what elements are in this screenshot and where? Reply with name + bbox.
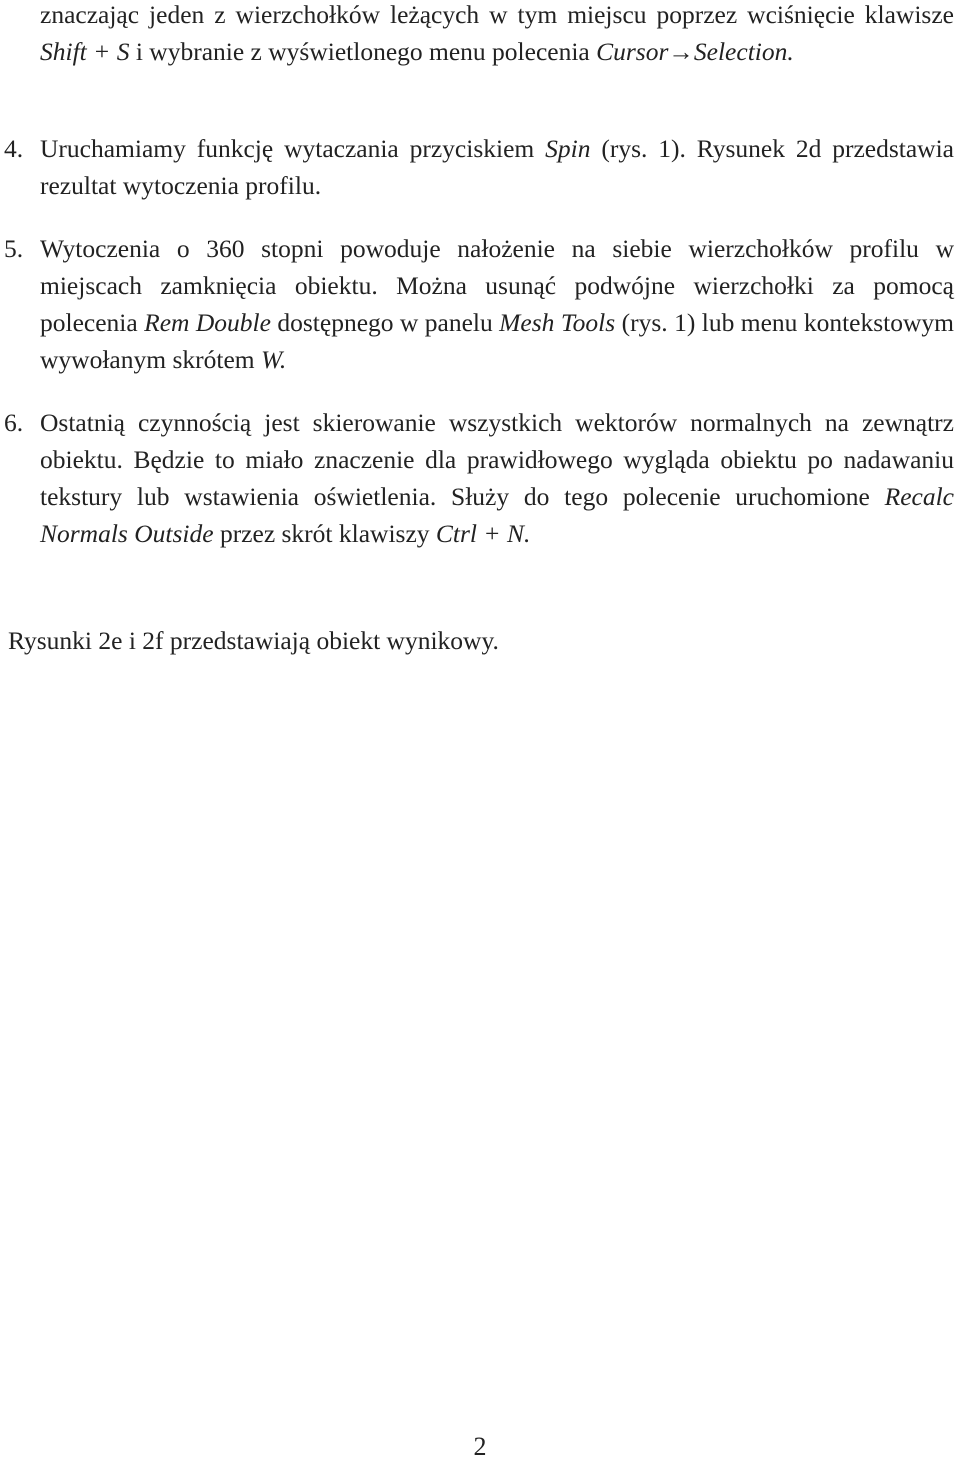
item-4-text-2: (rys. 1). Rysunek 2d przedstawia rezultat wytoczenia profilu.	[40, 134, 954, 200]
item-5-text-3: (rys. 1) lub menu kontekstowym wywołanym skrótem	[40, 308, 954, 374]
item-6-paragraph	[40, 404, 954, 552]
panel-mesh-tools: Mesh Tools	[499, 308, 616, 337]
item-number-4: 4.	[4, 134, 24, 163]
command-cursor-selection: Cursor→Selection.	[596, 37, 794, 66]
page-number: 2	[473, 1432, 487, 1461]
item-5-text-1: Wytoczenia o 360 stopni powoduje nałożenie na siebie wierzchołków profilu w miejscach zamknięcia obiektu. Można usunąć podwójne wierzchołki za pomocą polecenia	[40, 234, 954, 337]
item-4-paragraph	[40, 130, 954, 204]
shortcut-ctrl-n: Ctrl + N.	[435, 519, 531, 548]
item-5-paragraph	[40, 230, 954, 378]
continuation-paragraph	[40, 0, 954, 70]
item-6-text-2: przez skrót klawiszy	[213, 519, 436, 548]
shortcut-w: W.	[260, 345, 287, 374]
command-recalc-normals-outside: Recalc Normals Outside	[40, 482, 954, 548]
command-rem-double: Rem Double	[144, 308, 271, 337]
command-spin: Spin	[545, 134, 591, 163]
item-number-5: 5.	[4, 234, 24, 263]
item-number-6: 6.	[4, 408, 24, 437]
shortcut-shift-s: Shift + S	[40, 37, 130, 66]
continuation-text-1: znaczając jeden z wierzchołków leżących w tym miejscu poprzez wciśnięcie klawisze	[40, 0, 954, 29]
continuation-text-2: i wybranie z wyświetlonego menu polecenia	[129, 37, 597, 66]
closing-sentence: Rysunki 2e i 2f przedstawiają obiekt wynikowy.	[8, 626, 499, 655]
item-4-text-1: Uruchamiamy funkcję wytaczania przyciskiem	[40, 134, 546, 163]
item-6-text-1: Ostatnią czynnością jest skierowanie wszystkich wektorów normalnych na zewnątrz obiektu. Będzie to miało znaczenie dla prawidłowego wygląda obiektu po nadawaniu tekstury lub wstawienia oświetlenia. Służy do tego polecenie uruchomione	[40, 408, 954, 511]
item-5-text-2: dostępnego w panelu	[270, 308, 500, 337]
